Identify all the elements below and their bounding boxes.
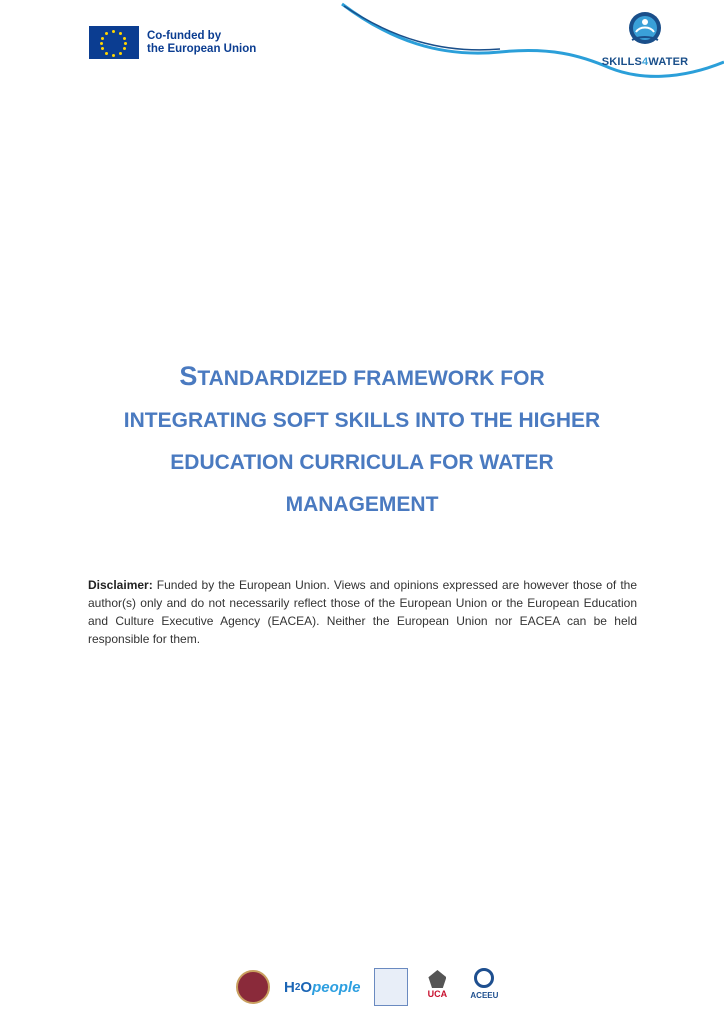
h2o-part-a: H <box>284 978 295 996</box>
h2o-part-b: 2 <box>294 981 301 993</box>
uca-label: UCA <box>427 989 448 999</box>
skills4water-wordmark <box>600 56 690 68</box>
partner-logos <box>236 968 502 1006</box>
aceeu-label: ACEEU <box>470 991 499 1000</box>
skills4water-logo <box>600 10 690 68</box>
disclaimer-paragraph <box>88 576 637 648</box>
title-line-4: MANAGEMENT <box>285 493 439 516</box>
uca-emblem-icon <box>428 970 446 988</box>
disclaimer-text: Funded by the European Union. Views and opinions expressed are however those of the author(s) only and do not necessarily reflect those of the European Union or the European Education and Culture Executive Agency (EACEA). Neither the European Union nor EACEA can be held responsible for them. <box>88 578 637 646</box>
eu-line-1: Co-funded by <box>147 29 222 42</box>
aceeu-logo <box>466 968 502 1006</box>
brand-part-a: SKILLS <box>601 56 643 68</box>
disclaimer-label: Disclaimer: <box>88 578 153 592</box>
h2o-people-logo <box>284 979 360 996</box>
uca-logo <box>422 968 452 1006</box>
title-line-3: EDUCATION CURRICULA FOR WATER <box>170 451 554 474</box>
document-title <box>70 355 654 526</box>
eu-flag-icon <box>89 26 139 59</box>
title-initial: S <box>179 361 198 391</box>
title-line-2: INTEGRATING SOFT SKILLS INTO THE HIGHER <box>123 409 601 432</box>
university-seal-icon <box>236 970 270 1004</box>
eu-line-2: the European Union <box>147 42 257 55</box>
university-building-icon <box>374 968 408 1006</box>
h2o-part-c: O <box>300 978 313 996</box>
brand-part-b: 4 <box>642 56 649 68</box>
title-line-1 <box>70 355 654 400</box>
brand-part-c: WATER <box>648 56 689 68</box>
water-drop-emblem-icon <box>624 10 666 50</box>
h2o-part-d: people <box>312 978 361 996</box>
eu-cofunded-logo <box>89 26 256 59</box>
title-line-1-rest: TANDARDIZED FRAMEWORK FOR <box>197 367 545 390</box>
aceeu-ring-icon <box>474 968 494 988</box>
eu-cofunded-text <box>147 30 256 56</box>
